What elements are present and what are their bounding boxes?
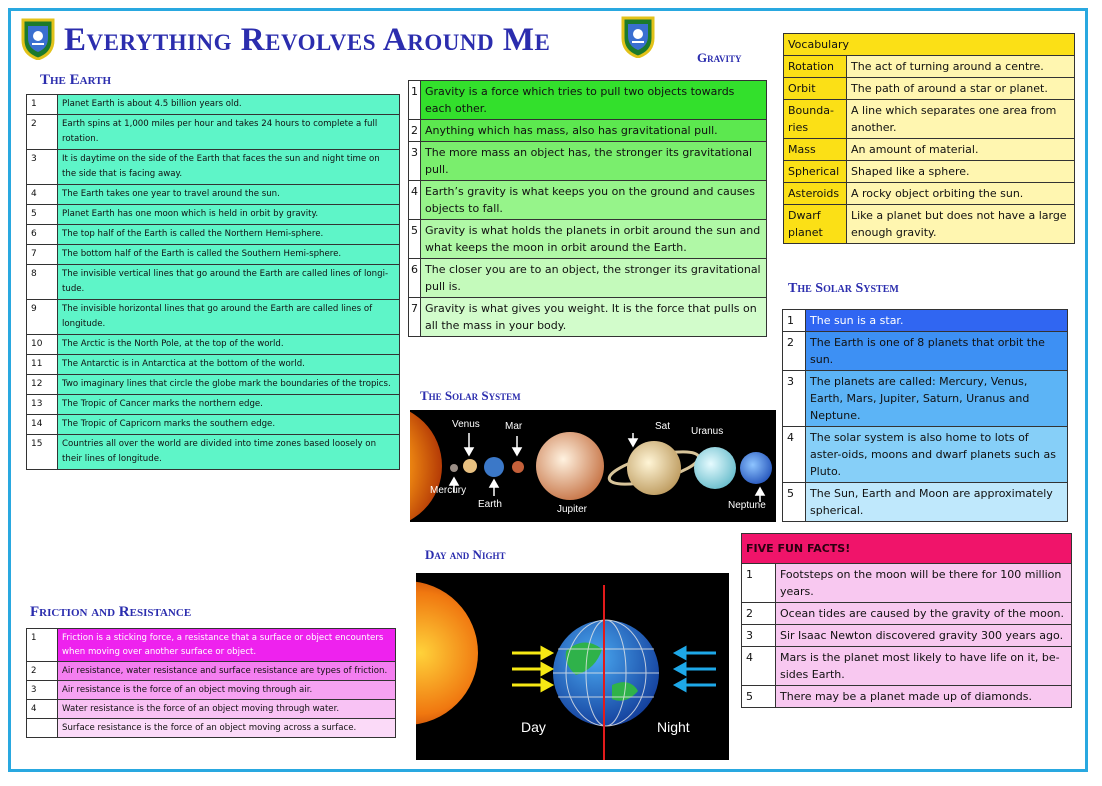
vocab-term: Dwarf planet (784, 205, 847, 244)
table-row (409, 298, 767, 337)
row-number: 1 (783, 310, 806, 332)
fun-fact-text: Sir Isaac Newton discovered gravity 300 years ago. (776, 625, 1072, 647)
table-row (27, 700, 396, 719)
solar-fact-text: The planets are called: Mercury, Venus, Earth, Mars, Jupiter, Saturn, Uranus and Neptune. (806, 371, 1068, 427)
vocab-definition: Shaped like a sphere. (847, 161, 1075, 183)
table-row (784, 161, 1075, 183)
row-number: 13 (27, 395, 58, 415)
table-row (783, 371, 1068, 427)
solar-image-heading: The Solar System (420, 388, 521, 403)
table-row (27, 629, 396, 662)
table-row (742, 686, 1072, 708)
table-row (27, 185, 400, 205)
vocab-term: Orbit (784, 78, 847, 100)
vocab-term: Bounda-ries (784, 100, 847, 139)
table-row (783, 483, 1068, 522)
row-number: 7 (409, 298, 421, 337)
label-neptune: Neptune (728, 500, 766, 511)
vocabulary-table (783, 33, 1075, 244)
table-row (784, 78, 1075, 100)
row-number: 3 (27, 681, 58, 700)
label-saturn: Sat (655, 421, 671, 432)
uranus-shape (694, 447, 736, 489)
earth-fact-text: The Earth takes one year to travel around the sun. (58, 185, 400, 205)
day-label: Day (521, 719, 546, 735)
solar-fact-text: The Sun, Earth and Moon are approximately spherical. (806, 483, 1068, 522)
earth-fact-text: Two imaginary lines that circle the globe mark the boundaries of the tropics. (58, 375, 400, 395)
row-number: 2 (409, 120, 421, 142)
fun-facts-heading: FIVE FUN FACTS! (742, 534, 1072, 564)
earth-heading: The Earth (40, 72, 112, 88)
vocab-term: Spherical (784, 161, 847, 183)
row-number: 14 (27, 415, 58, 435)
table-row (784, 139, 1075, 161)
jupiter-shape (536, 432, 604, 500)
row-number: 4 (783, 427, 806, 483)
saturn-shape (627, 441, 681, 495)
school-crest-icon (20, 16, 56, 60)
table-row (27, 375, 400, 395)
friction-fact-text: Surface resistance is the force of an object moving across a surface. (58, 719, 396, 738)
gravity-fact-text: Gravity is a force which tries to pull two objects towards each other. (421, 81, 767, 120)
table-row (742, 564, 1072, 603)
gravity-fact-text: Gravity is what holds the planets in orbit around the sun and what keeps the moon in orbit around the Earth. (421, 220, 767, 259)
table-row (784, 205, 1075, 244)
fun-facts-table (741, 533, 1072, 708)
table-row (409, 81, 767, 120)
row-number: 3 (409, 142, 421, 181)
table-row (27, 681, 396, 700)
solar-fact-text: The Earth is one of 8 planets that orbit the sun. (806, 332, 1068, 371)
gravity-heading: Gravity (697, 50, 742, 65)
table-row (27, 335, 400, 355)
earth-fact-text: Countries all over the world are divided into time zones based loosely on their lines of longitude. (58, 435, 400, 470)
vocab-term: Asteroids (784, 183, 847, 205)
vocab-term: Mass (784, 139, 847, 161)
row-number: 5 (409, 220, 421, 259)
label-mars: Mar (505, 421, 523, 432)
earth-fact-text: The top half of the Earth is called the Northern Hemi-sphere. (58, 225, 400, 245)
earth-fact-text: The bottom half of the Earth is called the Southern Hemi-sphere. (58, 245, 400, 265)
earth-shape (484, 457, 504, 477)
school-crest-icon-right (620, 14, 656, 58)
table-row (27, 355, 400, 375)
gravity-fact-text: The closer you are to an object, the stronger its gravitational pull is. (421, 259, 767, 298)
row-number: 6 (409, 259, 421, 298)
row-number: 11 (27, 355, 58, 375)
neptune-shape (740, 452, 772, 484)
row-number: 3 (742, 625, 776, 647)
table-row (27, 225, 400, 245)
vocab-term: Rotation (784, 56, 847, 78)
table-row (27, 719, 396, 738)
label-jupiter: Jupiter (557, 504, 588, 515)
earth-fact-text: The Arctic is the North Pole, at the top of the world. (58, 335, 400, 355)
row-number: 6 (27, 225, 58, 245)
earth-fact-text: It is daytime on the side of the Earth that faces the sun and night time on the side that is facing away. (58, 150, 400, 185)
table-row (27, 205, 400, 225)
mars-shape (512, 461, 524, 473)
solar-fact-text: The sun is a star. (806, 310, 1068, 332)
table-row (742, 603, 1072, 625)
solar-fact-text: The solar system is also home to lots of aster-oids, moons and dwarf planets such as Pluto. (806, 427, 1068, 483)
label-uranus: Uranus (691, 426, 724, 437)
table-row (784, 183, 1075, 205)
row-number: 4 (27, 185, 58, 205)
vocab-definition: The path of around a star or planet. (847, 78, 1075, 100)
table-row (742, 625, 1072, 647)
row-number: 7 (27, 245, 58, 265)
earth-fact-text: The invisible vertical lines that go around the Earth are called lines of longi-tude. (58, 265, 400, 300)
row-number: 12 (27, 375, 58, 395)
mercury-shape (450, 464, 458, 472)
gravity-table (408, 80, 767, 337)
solar-system-image (410, 410, 776, 522)
vocab-definition: The act of turning around a centre. (847, 56, 1075, 78)
row-number: 2 (27, 662, 58, 681)
table-row (409, 181, 767, 220)
label-venus: Venus (452, 419, 480, 430)
row-number: 1 (409, 81, 421, 120)
row-number: 10 (27, 335, 58, 355)
table-row (27, 662, 396, 681)
friction-heading: Friction and Resistance (30, 604, 192, 620)
earth-fact-text: Earth spins at 1,000 miles per hour and takes 24 hours to complete a full rotation. (58, 115, 400, 150)
earth-fact-text: Planet Earth is about 4.5 billion years old. (58, 95, 400, 115)
row-number: 4 (742, 647, 776, 686)
earth-fact-text: The Tropic of Capricorn marks the southern edge. (58, 415, 400, 435)
friction-table (26, 628, 396, 738)
row-number: 2 (742, 603, 776, 625)
table-row (783, 427, 1068, 483)
vocabulary-heading: Vocabulary (784, 34, 1075, 56)
day-night-image (416, 573, 729, 760)
friction-fact-text: Air resistance is the force of an object moving through air. (58, 681, 396, 700)
sun-shape-day (416, 581, 478, 725)
row-number: 2 (783, 332, 806, 371)
fun-fact-text: There may be a planet made up of diamonds. (776, 686, 1072, 708)
row-number: 3 (783, 371, 806, 427)
friction-fact-text: Water resistance is the force of an object moving through water. (58, 700, 396, 719)
row-number: 1 (742, 564, 776, 603)
table-row (783, 332, 1068, 371)
row-number: 5 (27, 205, 58, 225)
row-number: 9 (27, 300, 58, 335)
friction-fact-text: Air resistance, water resistance and surface resistance are types of friction. (58, 662, 396, 681)
table-row (27, 300, 400, 335)
gravity-fact-text: Anything which has mass, also has gravitational pull. (421, 120, 767, 142)
friction-fact-text: Friction is a sticking force, a resistance that a surface or object encounters when moving over another surface or object. (58, 629, 396, 662)
solar-heading: The Solar System (788, 281, 899, 296)
gravity-fact-text: Earth’s gravity is what keeps you on the ground and causes objects to fall. (421, 181, 767, 220)
table-row (742, 647, 1072, 686)
label-mercury: Mercury (430, 485, 467, 496)
vocab-definition: An amount of material. (847, 139, 1075, 161)
table-row (409, 142, 767, 181)
table-header-row (784, 34, 1075, 56)
table-row (27, 395, 400, 415)
earth-fact-text: The Tropic of Cancer marks the northern edge. (58, 395, 400, 415)
row-number: 4 (27, 700, 58, 719)
row-number: 1 (27, 95, 58, 115)
label-earth: Earth (478, 499, 502, 510)
fun-fact-text: Mars is the planet most likely to have life on it, be-sides Earth. (776, 647, 1072, 686)
table-row (27, 435, 400, 470)
row-number: 5 (742, 686, 776, 708)
venus-shape (463, 459, 477, 473)
table-row (783, 310, 1068, 332)
table-row (409, 220, 767, 259)
row-number: 2 (27, 115, 58, 150)
row-number (27, 719, 58, 738)
vocab-definition: A rocky object orbiting the sun. (847, 183, 1075, 205)
solar-system-table (782, 309, 1068, 522)
row-number: 1 (27, 629, 58, 662)
vocab-definition: Like a planet but does not have a large enough gravity. (847, 205, 1075, 244)
table-row (27, 150, 400, 185)
earth-fact-text: The invisible horizontal lines that go around the Earth are called lines of longitude. (58, 300, 400, 335)
table-header-row (742, 534, 1072, 564)
earth-fact-text: The Antarctic is in Antarctica at the bottom of the world. (58, 355, 400, 375)
daynight-heading: Day and Night (425, 547, 506, 562)
sun-shape (410, 410, 442, 522)
vocab-definition: A line which separates one area from another. (847, 100, 1075, 139)
earth-fact-text: Planet Earth has one moon which is held in orbit by gravity. (58, 205, 400, 225)
row-number: 4 (409, 181, 421, 220)
table-row (27, 95, 400, 115)
gravity-fact-text: Gravity is what gives you weight. It is the force that pulls on all the mass in your body. (421, 298, 767, 337)
table-row (27, 415, 400, 435)
night-label: Night (657, 719, 690, 735)
earth-table (26, 94, 400, 470)
table-row (784, 56, 1075, 78)
page-title: Everything Revolves Around Me (64, 22, 551, 58)
row-number: 5 (783, 483, 806, 522)
table-row (27, 265, 400, 300)
row-number: 8 (27, 265, 58, 300)
table-row (409, 259, 767, 298)
row-number: 3 (27, 150, 58, 185)
row-number: 15 (27, 435, 58, 470)
gravity-fact-text: The more mass an object has, the stronger its gravitational pull. (421, 142, 767, 181)
table-row (409, 120, 767, 142)
fun-fact-text: Ocean tides are caused by the gravity of the moon. (776, 603, 1072, 625)
table-row (27, 245, 400, 265)
table-row (27, 115, 400, 150)
fun-fact-text: Footsteps on the moon will be there for 100 million years. (776, 564, 1072, 603)
table-row (784, 100, 1075, 139)
